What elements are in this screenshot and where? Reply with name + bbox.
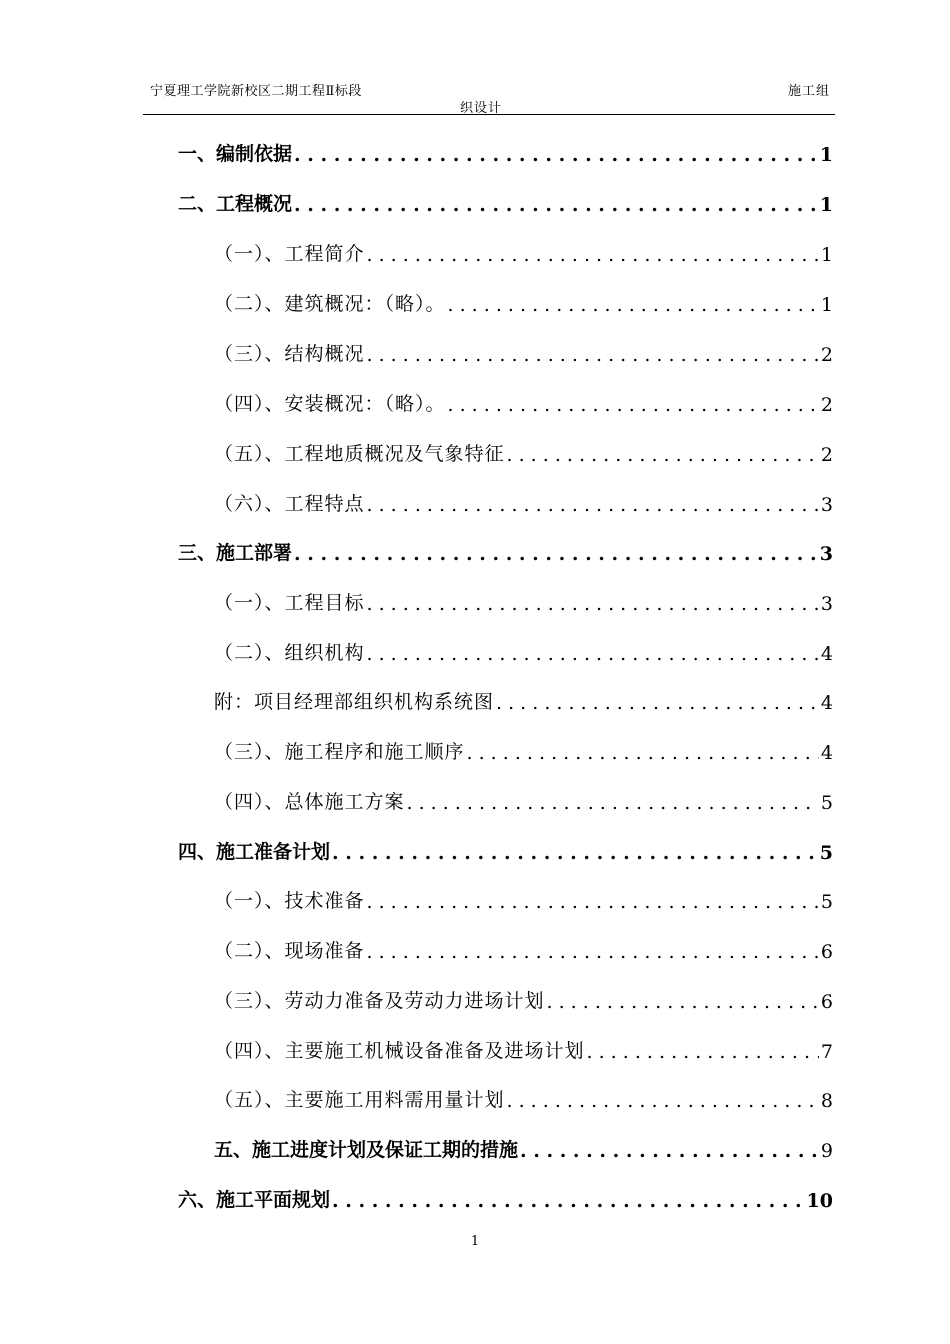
toc-entry-page: 3 bbox=[820, 494, 833, 516]
toc-leader-dots bbox=[547, 991, 819, 1013]
toc-entry-page: 1 bbox=[819, 144, 833, 166]
toc-entry-page: 5 bbox=[819, 842, 833, 864]
toc-entry[interactable] bbox=[214, 338, 833, 366]
toc-entry-page: 5 bbox=[820, 792, 833, 814]
toc-entry[interactable] bbox=[214, 736, 833, 764]
toc-entry-title: （二）、组织机构 bbox=[214, 642, 365, 664]
toc-entry[interactable] bbox=[214, 238, 833, 266]
header-divider bbox=[143, 114, 835, 115]
toc-entry-page: 1 bbox=[819, 194, 833, 216]
toc-entry-page: 2 bbox=[820, 344, 833, 366]
toc-entry-title: 一、编制依据 bbox=[178, 143, 293, 165]
toc-entry[interactable] bbox=[214, 288, 833, 316]
toc-leader-dots bbox=[407, 792, 819, 814]
toc-entry-page: 2 bbox=[820, 394, 833, 416]
toc-leader-dots bbox=[294, 194, 818, 216]
toc-entry-page: 6 bbox=[820, 941, 833, 963]
toc-entry[interactable] bbox=[178, 1184, 833, 1212]
toc-entry-title: （三）、劳动力准备及劳动力进场计划 bbox=[214, 990, 545, 1012]
toc-entry-page: 5 bbox=[820, 891, 833, 913]
toc-leader-dots bbox=[367, 494, 819, 516]
toc-entry[interactable] bbox=[178, 836, 833, 864]
toc-leader-dots bbox=[467, 742, 819, 764]
toc-entry[interactable] bbox=[214, 1035, 833, 1063]
toc-leader-dots bbox=[367, 643, 819, 665]
toc-leader-dots bbox=[332, 1190, 805, 1212]
toc-entry-title: （五）、工程地质概况及气象特征 bbox=[214, 443, 505, 465]
toc-leader-dots bbox=[520, 1140, 819, 1162]
header-doc-type: 施工组 bbox=[787, 84, 830, 99]
page-number: 1 bbox=[470, 1234, 480, 1249]
toc-entry-page: 6 bbox=[820, 991, 833, 1013]
toc-leader-dots bbox=[587, 1041, 819, 1063]
toc-entry-title: （三）、施工程序和施工顺序 bbox=[214, 741, 465, 763]
toc-entry[interactable] bbox=[214, 637, 833, 665]
toc-leader-dots bbox=[448, 294, 819, 316]
toc-entry-page: 4 bbox=[820, 643, 833, 665]
toc-leader-dots bbox=[294, 144, 818, 166]
toc-leader-dots bbox=[367, 593, 819, 615]
toc-entry-page: 1 bbox=[820, 244, 833, 266]
toc-entry-title: （四）、主要施工机械设备准备及进场计划 bbox=[214, 1040, 585, 1062]
toc-entry-page: 10 bbox=[806, 1190, 833, 1212]
toc-leader-dots bbox=[332, 842, 818, 864]
toc-entry-title: 五、施工进度计划及保证工期的措施 bbox=[214, 1139, 519, 1161]
toc-leader-dots bbox=[367, 344, 819, 366]
toc-entry-title: （一）、工程目标 bbox=[214, 592, 365, 614]
toc-entry-title: （六）、工程特点 bbox=[214, 493, 365, 515]
toc-leader-dots bbox=[367, 244, 819, 266]
toc-entry-page: 3 bbox=[819, 543, 833, 565]
toc-entry-title: 六、施工平面规划 bbox=[178, 1189, 331, 1211]
toc-entry-page: 3 bbox=[820, 593, 833, 615]
toc-entry-title: （三）、结构概况 bbox=[214, 343, 365, 365]
toc-leader-dots bbox=[294, 543, 818, 565]
toc-entry[interactable] bbox=[214, 438, 833, 466]
toc-entry-title: （一）、工程简介 bbox=[214, 243, 365, 265]
toc-leader-dots bbox=[367, 941, 819, 963]
toc-entry-title: （五）、主要施工用料需用量计划 bbox=[214, 1089, 505, 1111]
toc-entry-page: 8 bbox=[820, 1090, 833, 1112]
toc-entry[interactable] bbox=[178, 537, 833, 565]
toc-entry-page: 4 bbox=[820, 692, 833, 714]
toc-entry-page: 2 bbox=[820, 444, 833, 466]
toc-entry-title: （二）、现场准备 bbox=[214, 940, 365, 962]
toc-entry-title: 二、工程概况 bbox=[178, 193, 293, 215]
toc-entry[interactable] bbox=[214, 1084, 833, 1112]
toc-leader-dots bbox=[507, 444, 819, 466]
toc-entry-title: （四）、总体施工方案 bbox=[214, 791, 405, 813]
toc-entry-title: （四）、安装概况：（略）。 bbox=[214, 393, 446, 415]
toc-entry[interactable] bbox=[214, 587, 833, 615]
header-project-title: 宁夏理工学院新校区二期工程Ⅱ标段 bbox=[150, 84, 362, 99]
toc-entry-title: 附：项目经理部组织机构系统图 bbox=[214, 691, 495, 713]
toc-entry-page: 7 bbox=[820, 1041, 833, 1063]
toc-entry[interactable] bbox=[214, 885, 833, 913]
toc-leader-dots bbox=[367, 891, 819, 913]
toc-entry[interactable] bbox=[214, 935, 833, 963]
toc-entry[interactable] bbox=[214, 488, 833, 516]
toc-entry[interactable] bbox=[214, 388, 833, 416]
toc-entry[interactable] bbox=[178, 188, 833, 216]
toc-entry-title: （二）、建筑概况：（略）。 bbox=[214, 293, 446, 315]
toc-leader-dots bbox=[448, 394, 819, 416]
toc-entry[interactable] bbox=[214, 985, 833, 1013]
toc-entry-page: 1 bbox=[820, 294, 833, 316]
toc-entry-page: 4 bbox=[820, 742, 833, 764]
toc-leader-dots bbox=[507, 1090, 819, 1112]
toc-entry[interactable] bbox=[214, 786, 833, 814]
toc-entry[interactable] bbox=[178, 138, 833, 166]
toc-entry-page: 9 bbox=[820, 1140, 833, 1162]
toc-leader-dots bbox=[496, 692, 819, 714]
toc-entry-title: 四、施工准备计划 bbox=[178, 841, 331, 863]
toc-entry-title: 三、施工部署 bbox=[178, 542, 293, 564]
toc-entry[interactable] bbox=[214, 1134, 833, 1162]
toc-entry-title: （一）、技术准备 bbox=[214, 890, 365, 912]
toc-entry[interactable] bbox=[214, 686, 833, 714]
header-doc-type-continued: 织设计 bbox=[460, 101, 503, 116]
